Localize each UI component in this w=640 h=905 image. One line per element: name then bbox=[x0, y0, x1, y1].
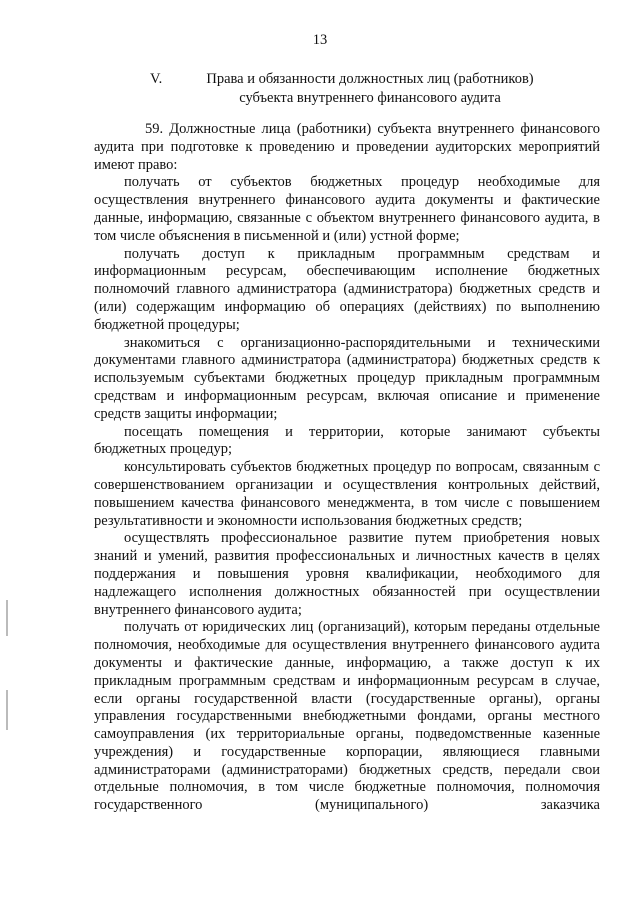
right-item-4: посещать помещения и территории, которые занимают субъекты бюджетных процедур; bbox=[94, 423, 600, 458]
page-number: 13 bbox=[312, 32, 328, 48]
section-title bbox=[170, 70, 570, 108]
right-item-3: знакомиться с организационно-распорядительными и техническими документами главного администратора (администратора) бюджетных средств к используемым субъектами бюджетных процедур прикладным программным средствам и информационным ресурсам, включая описание и применение средств защиты информации; bbox=[94, 334, 600, 422]
scan-margin-mark bbox=[6, 600, 8, 636]
right-item-5: консультировать субъектов бюджетных процедур по вопросам, связанным с совершенствованием организации и осуществления контрольных действий, повышением качества финансового менеджмента, в том числе с повышением результативности и экономности использования бюджетных средств; bbox=[94, 459, 600, 529]
right-item-7: получать от юридических лиц (организаций), которым переданы отдельные полномочия, необходимые для осуществления внутреннего финансового аудита документы и фактические данные, информацию, а также доступ к их прикладным программным средствам и информационным ресурсам в случае, если органы государственной власти (государственные органы), органы управления государственными внебюджетными фондами, органы местного самоуправления (их территориальные органы, подведомственные казенные учреждения) и государственные корпорации, являющиеся главными администраторами (администраторами) бюджетных средств, передали свои отдельные полномочия, в том числе бюджетные полномочия, полномочия государственного (муниципального) заказчика bbox=[94, 619, 600, 814]
scan-margin-mark bbox=[6, 690, 8, 730]
section-title-line-2: субъекта внутреннего финансового аудита bbox=[239, 90, 501, 106]
right-item-2: получать доступ к прикладным программным средствам и информационным ресурсам, обеспечивающим исполнение бюджетных полномочий главного администратора (администратора) бюджетных средств и (или) содержащим информацию об операциях (действиях) по выполнению бюджетной процедуры; bbox=[94, 245, 600, 333]
clause-intro: 59. Должностные лица (работники) субъекта внутреннего финансового аудита при подготовке к проведению и проведении аудиторских мероприятий имеют право: bbox=[94, 121, 600, 173]
section-title-line-1: Права и обязанности должностных лиц (работников) bbox=[206, 71, 534, 87]
right-item-1: получать от субъектов бюджетных процедур необходимые для осуществления внутреннего финансового аудита документы и фактические данные, информацию, связанные с объектом внутреннего финансового аудита, в том числе объяснения в письменной и (или) устной форме; bbox=[94, 174, 600, 244]
section-numeral: V. bbox=[150, 71, 163, 87]
right-item-6: осуществлять профессиональное развитие путем приобретения новых знаний и умений, развития профессиональных и личностных качеств в целях поддержания и повышения уровня квалификации, необходимого для надлежащего исполнения должностных обязанностей при осуществлении внутреннего финансового аудита; bbox=[94, 530, 600, 618]
section-heading bbox=[150, 70, 570, 108]
document-body bbox=[94, 121, 600, 815]
